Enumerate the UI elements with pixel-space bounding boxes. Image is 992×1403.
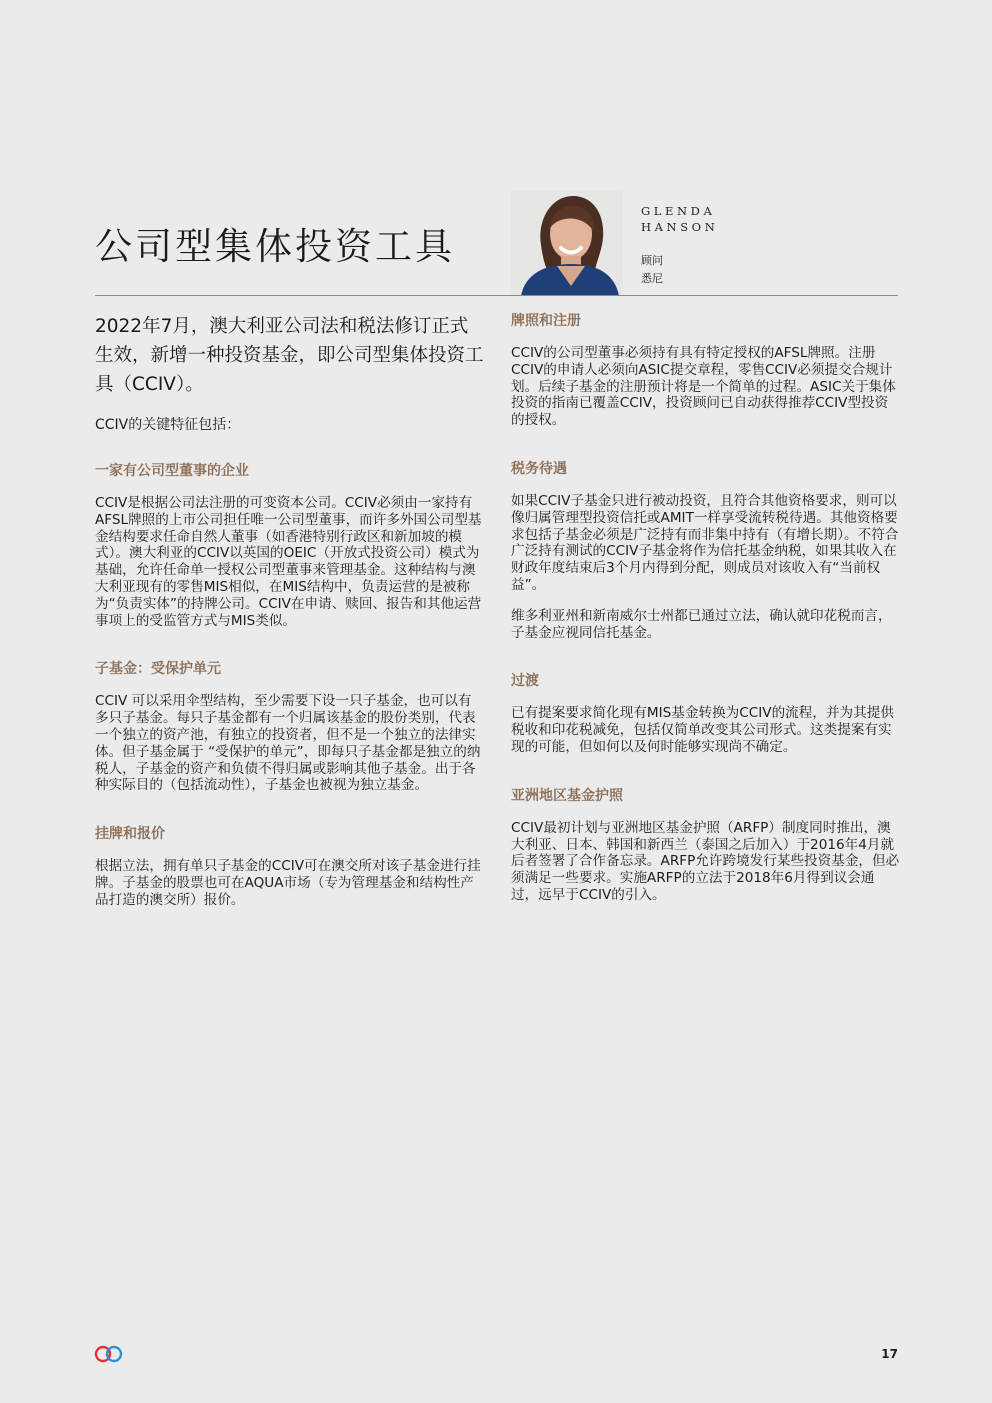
- right-column: [511, 304, 901, 904]
- author-name-last: HANSON: [641, 220, 719, 234]
- author-role: 顾问: [641, 254, 663, 267]
- lead-paragraph: 2022年7月，澳大利亚公司法和税法修订正式生效，新增一种投资基金，即公司型集体投资工具（CCIV）。: [95, 316, 484, 395]
- section-paragraph: 维多利亚州和新南威尔士州都已通过立法，确认就印花税而言，子基金应视同信托基金。: [511, 607, 892, 641]
- left-column: [95, 305, 485, 909]
- section-paragraph: CCIV的公司型董事必须持有具有特定授权的AFSL牌照。注册CCIV的申请人必须向ASIC提交章程，零售CCIV必须提交合规计划。后续子基金的注册预计将是一个简单的过程。ASIC关于集体投资的指南已覆盖CCIV，投资顾问已自动获得推荐CCIV型投资的授权。: [511, 345, 896, 429]
- author-portrait: [511, 190, 623, 296]
- intro-text: CCIV的关键特征包括：: [95, 417, 241, 433]
- section-paragraph: CCIV是根据公司法注册的可变资本公司。CCIV必须由一家持有AFSL牌照的上市公司担任唯一公司型董事，而许多外国公司型基金结构要求任命自然人董事（如香港特别行政区和新加坡的模式）。澳大利亚的CCIV以英国的OEIC（开放式投资公司）模式为基础，允许任命单一授权公司型董事来管理基金。这种结构与澳大利亚现有的零售MIS相似，在MIS结构中，负责运营的是被称为“负责实体”的持牌公司。CCIV在申请、赎回、报告和其他运营事项上的受监管方式与MIS类似。: [95, 495, 482, 629]
- section-heading: 牌照和注册: [511, 313, 581, 329]
- page-number: 17: [881, 1347, 898, 1361]
- section-paragraph: 已有提案要求简化现有MIS基金转换为CCIV的流程，并为其提供税收和印花税减免，包括仅简单改变其公司形式。这类提案有实现的可能，但如何以及何时能够实现尚不确定。: [511, 705, 894, 755]
- section-heading: 一家有公司型董事的企业: [95, 463, 249, 479]
- author-block: [641, 203, 718, 288]
- section-paragraph: CCIV最初计划与亚洲地区基金护照（ARFP）制度同时推出，澳大利亚、日本、韩国和新西兰（泰国之后加入）于2016年4月就后者签署了合作备忘录。ARFP允许跨境发行某些投资基金，但必须满足一些要求。实施ARFP的立法于2018年6月得到议会通过，远早于CCIV的引入。: [511, 819, 900, 903]
- section-heading: 过渡: [511, 673, 539, 690]
- section-paragraph: CCIV 可以采用伞型结构，至少需要下设一只子基金，也可以有多只子基金。每只子基金都有一个归属该基金的股份类别，代表一个独立的资产池，有独立的投资者，但不是一个独立的法律实体。但子基金属于 “受保护的单元”，即每只子基金都是独立的纳税人，子基金的资产和负债不得归属或影响其他子基金。出于各种实际目的（包括流动性），子基金也被视为独立基金。: [95, 693, 481, 794]
- page-title: 公司型集体投资工具: [95, 225, 455, 268]
- section-heading: 挂牌和报价: [95, 826, 165, 843]
- author-portrait-image: [511, 190, 623, 296]
- section-heading: 子基金：受保护单元: [95, 661, 221, 678]
- section-heading: 税务待遇: [511, 460, 567, 477]
- section-paragraph: 如果CCIV子基金只进行被动投资，且符合其他资格要求，则可以像归属管理型投资信托或AMIT一样享受流转税待遇。其他资格要求包括子基金必须是广泛持有而非集中持有（有增长期）。不符合广泛持有测试的CCIV子基金将作为信托基金纳税，如果其收入在财政年度结束后3个月内得到分配，则成员对该收入有“当前权益”。: [511, 492, 899, 593]
- header-divider: [95, 295, 898, 296]
- interlocking-rings-logo-icon: [93, 1344, 125, 1364]
- author-location: 悉尼: [641, 272, 663, 285]
- author-name-first: GLENDA: [641, 204, 716, 218]
- section-heading: 亚洲地区基金护照: [511, 787, 623, 804]
- section-paragraph: 根据立法，拥有单只子基金的CCIV可在澳交所对该子基金进行挂牌。子基金的股票也可在AQUA市场（专为管理基金和结构性产品打造的澳交所）报价。: [95, 858, 481, 908]
